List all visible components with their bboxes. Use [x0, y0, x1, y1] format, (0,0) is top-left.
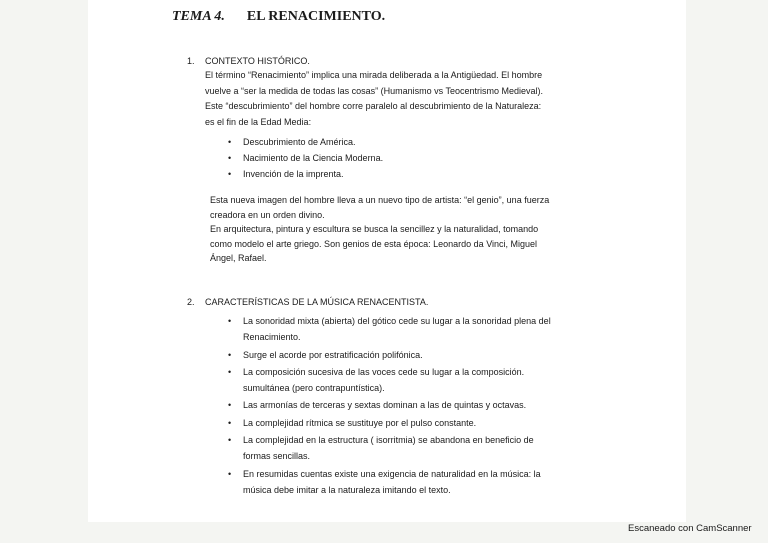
- list-item: • Nacimiento de la Ciencia Moderna.: [228, 150, 628, 166]
- intro-line: vuelve a “ser la medida de todas las cosas” (Humanismo vs Teocentrismo Medieval).: [205, 85, 543, 96]
- section2-bullet-list: [228, 313, 628, 499]
- camscanner-watermark: Escaneado con CamScanner: [628, 523, 752, 534]
- section1-heading: [187, 56, 310, 66]
- list-item: • Invención de la imprenta.: [228, 166, 628, 182]
- section1-bullet-list: [228, 134, 628, 182]
- title-number: TEMA 4.: [172, 9, 225, 24]
- list-item: • Descubrimiento de América.: [228, 134, 628, 150]
- list-item-line: • Las armonías de terceras y sextas dominan a las de quintas y octavas.: [243, 400, 527, 411]
- section1-number: 1.: [187, 56, 195, 66]
- section1-closing: [210, 193, 620, 266]
- closing-line: como modelo el arte griego. Son genios de esta época: Leonardo da Vinci, Miguel: [210, 238, 538, 249]
- list-item-line: • La complejidad rítmica se sustituye por el pulso constante.: [243, 417, 477, 428]
- list-item: [228, 432, 628, 465]
- section1-title: CONTEXTO HISTÓRICO.: [205, 56, 310, 66]
- closing-line: En arquitectura, pintura y escultura se busca la sencillez y la naturalidad, tomando: [210, 224, 539, 234]
- list-item: [228, 397, 628, 413]
- list-item-line: formas sencillas.: [243, 451, 311, 462]
- list-item-line: • La complejidad en la estructura ( isorritmia) se abandona en beneficio de: [243, 435, 534, 446]
- closing-line: creadora en un orden divino.: [210, 209, 325, 220]
- list-item-line: • Surge el acorde por estratificación polifónica.: [243, 349, 423, 360]
- closing-line: Esta nueva imagen del hombre lleva a un nuevo tipo de artista: “el genio”, una fuerza: [210, 195, 550, 205]
- list-item-line: música debe imitar a la naturaleza imitando el texto.: [243, 484, 451, 495]
- section1-intro: [205, 68, 625, 130]
- closing-line: Ángel, Rafael.: [210, 253, 267, 263]
- intro-line: El término “Renacimiento” implica una mirada deliberada a la Antigüedad. El hombre: [205, 70, 543, 80]
- list-item: [228, 364, 628, 397]
- list-item: [228, 415, 628, 431]
- list-item: [228, 466, 628, 499]
- intro-line: Este “descubrimiento” del hombre corre paralelo al descubrimiento de la Naturaleza:: [205, 101, 542, 112]
- section2-number: 2.: [187, 297, 195, 307]
- list-item-line: • La sonoridad mixta (abierta) del gótico cede su lugar a la sonoridad plena del: [243, 316, 551, 326]
- list-item-line: sumultánea (pero contrapuntística).: [243, 383, 385, 394]
- list-item-line: • La composición sucesiva de las voces cede su lugar a la composición.: [243, 366, 525, 377]
- list-item: [228, 313, 628, 346]
- list-item-line: • En resumidas cuentas existe una exigencia de naturalidad en la música: la: [243, 468, 541, 479]
- section2-heading: [187, 297, 428, 307]
- page-title: [172, 9, 385, 25]
- list-item-line: Renacimiento.: [243, 332, 301, 343]
- section2-title: CARACTERÍSTICAS DE LA MÚSICA RENACENTISTA.: [205, 297, 429, 307]
- list-item: [228, 347, 628, 363]
- intro-line: es el fin de la Edad Media:: [205, 116, 312, 127]
- title-text: EL RENACIMIENTO.: [246, 9, 386, 24]
